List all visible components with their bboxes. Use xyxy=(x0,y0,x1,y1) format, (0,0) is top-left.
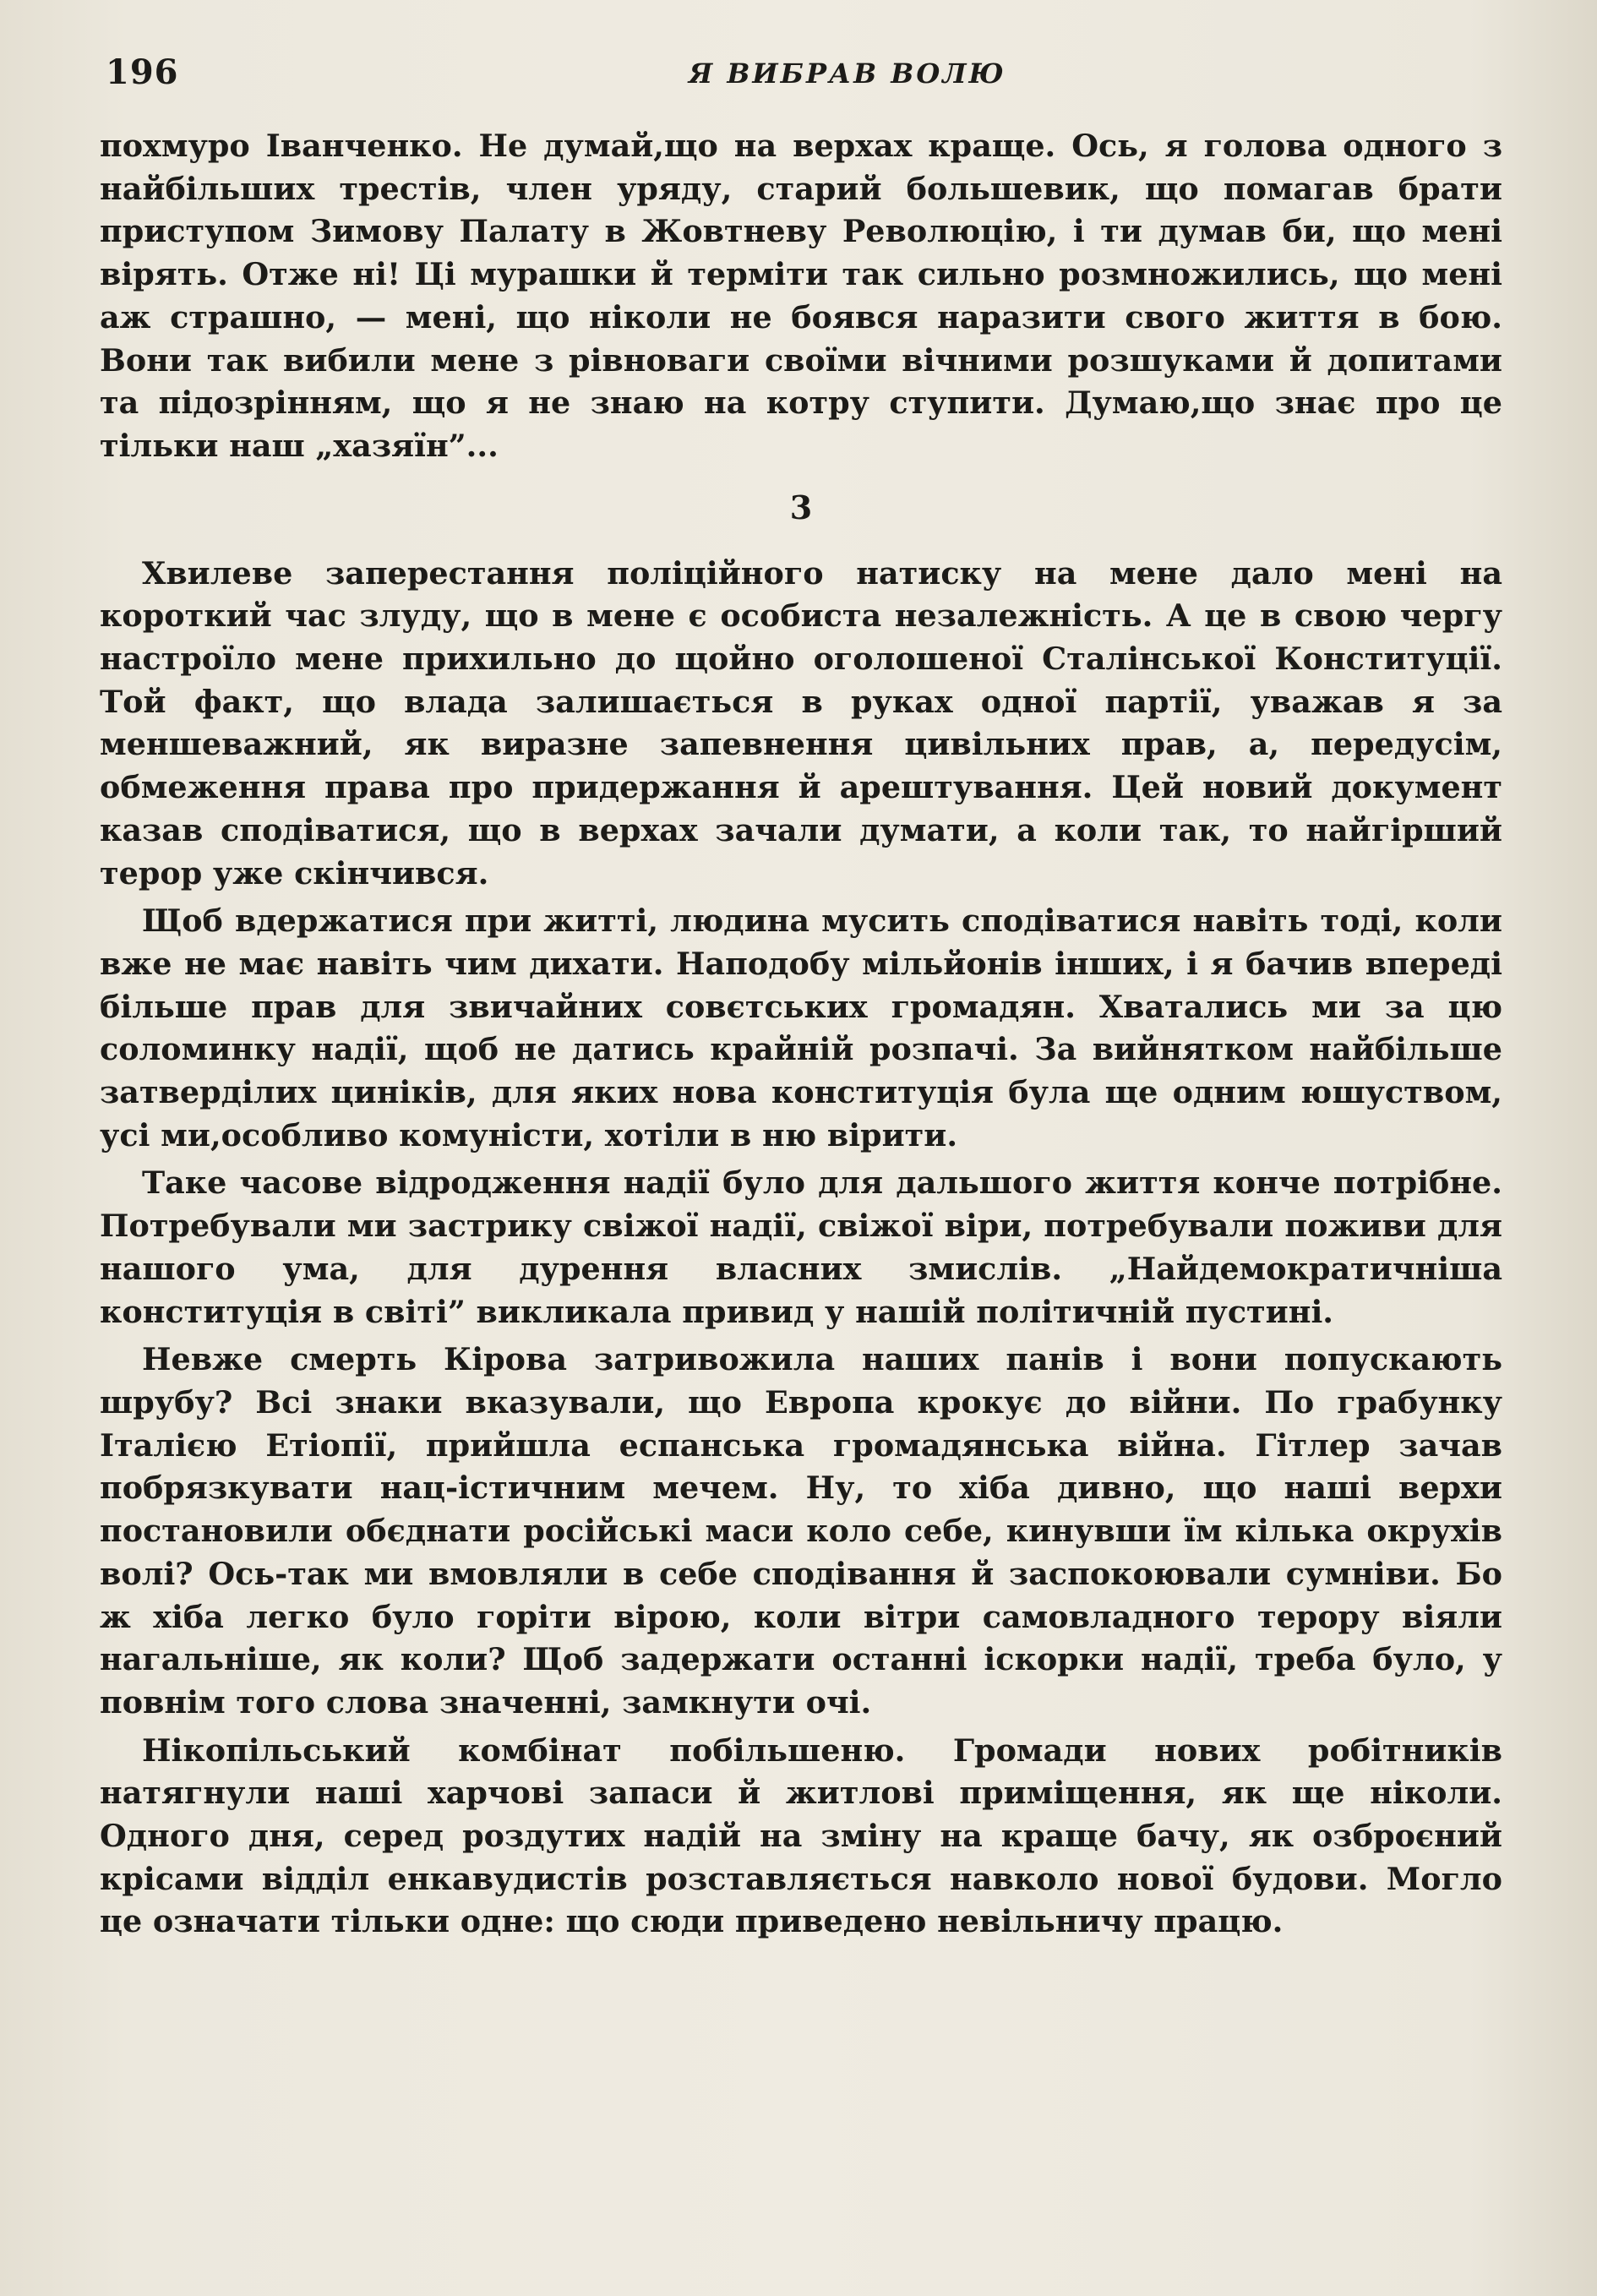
page-header xyxy=(106,52,1500,103)
section-number: 3 xyxy=(789,488,813,526)
page-body xyxy=(100,125,1502,1944)
page-number: 196 xyxy=(106,52,179,92)
paragraph: Хвилеве заперестання поліційного натиску на мене дало мені на короткий час злуду, що в мене є особиста незалежність. А це в свою чергу настроїло мене прихильно до щойно оголошеної Сталінської Конституції. Той факт, що влада залишається в руках одної партії, уважав я за меншеважний, як виразне запевнення цивільних прав, а, передусім, обмеження права про придержання й арештування. Цей новий документ казав сподіватися, що в верхах зачали думати, а коли так, то найгірший терор уже скінчився. xyxy=(100,554,1502,892)
running-title: Я ВИБРАВ ВОЛЮ xyxy=(689,57,1006,90)
paragraph: Щоб вдержатися при житті, людина мусить сподіватися навіть тоді, коли вже не має навіть чим дихати. Наподобу мільйонів інших, і я бачив впереді більше прав для звичайних совєтських громадян. Хватались ми за цю соломинку надії, щоб не датись крайній розпачі. За вийнятком найбільше затверділих циніків, для яких нова конституція була ще одним юшуством, усі ми,особливо комуністи, хотіли в ню вірити. xyxy=(100,903,1502,1153)
paragraph: похмуро Іванченко. Не думай,що на верхах краще. Ось, я голова одного з найбільших трестів, член уряду, старий большевик, що помагав брати приступом Зимову Палату в Жовтневу Революцію, і ти думав би, що мені вірять. Отже ні! Ці мурашки й терміти так сильно розмножились, що мені аж страшно, — мені, що ніколи не боявся наразити свого життя в бою. Вони так вибили мене з рівноваги своїми вічними розшуками й допитами та підозрінням, що я не знаю на котру ступити. Думаю,що знає про це тільки наш „хазяїн”... xyxy=(100,128,1502,464)
paragraph: Невже смерть Кірова затривожила наших панів і вони попускають шрубу? Всі знаки вказували, що Европа крокує до війни. По грабунку Італією Етіопії, прийшла еспанська громадянська війна. Гітлер зачав побрязкувати нац-істичним мечем. Ну, то хіба дивно, що наші верхи постановили обєднати російські маси коло себе, кинувши їм кілька окрухів волі? Ось-так ми вмовляли в себе сподівання й заспокоювали сумніви. Бо ж хіба легко було горіти вірою, коли вітри самовладного терору віяли нагальніше, як коли? Щоб задержати останні іскорки надії, треба було, у повнім того слова значенні, замкнути очі. xyxy=(100,1341,1502,1721)
paragraph: Таке часове відродження надії було для дальшого життя конче потрібне. Потребували ми застрику свіжої надії, свіжої віри, потребували поживи для нашого ума, для дурення власних змислів. „Найдемократичніша конституція в світі” викликала привид у нашій політичній пустині. xyxy=(100,1164,1502,1330)
paragraph: Нікопільський комбінат побільшеню. Громади нових робітників натягнули наші харчові запаси й житлові приміщення, як ще ніколи. Одного дня, серед роздутих надій на зміну на краще бачу, як озброєний крісами відділ енкавудистів розставляється навколо нової будови. Могло це означати тільки одне: що сюди приведено невільничу працю. xyxy=(100,1732,1502,1940)
